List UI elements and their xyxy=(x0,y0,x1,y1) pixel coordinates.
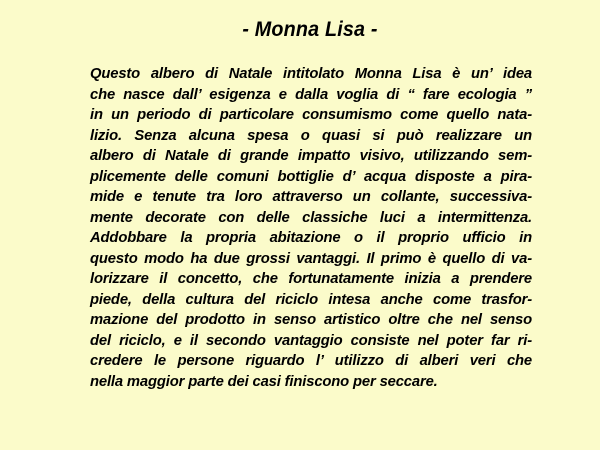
paragraph-line-15: credere le persone riguardo l’ utilizzo di alberi veri che xyxy=(90,353,532,369)
paragraph-line-12: piede, della cultura del riciclo intesa anche come trasfor- xyxy=(90,291,532,308)
body-paragraph xyxy=(90,64,532,392)
paragraph-line-5: albero di Natale di grande impatto visivo, utilizzando sem- xyxy=(90,148,532,164)
paragraph-line-10: questo modo ha due grossi vantaggi. Il primo è quello di va- xyxy=(90,250,532,267)
paragraph-line-1: Questo albero di Natale intitolato Monna Lisa è un’ idea xyxy=(90,66,532,82)
page-title: - Monna Lisa - xyxy=(242,18,378,41)
paragraph-line-7: mide e tenute tra loro attraverso un collante, successiva- xyxy=(90,189,532,205)
paragraph-line-14: del riciclo, e il secondo vantaggio consiste nel poter far ri- xyxy=(90,332,532,349)
paragraph-line-2: che nasce dall’ esigenza e dalla voglia di “ fare ecologia ” xyxy=(90,86,532,103)
paragraph-line-13: mazione del prodotto in senso artistico oltre che nel senso xyxy=(90,312,532,328)
paragraph-line-8: mente decorate con delle classiche luci a intermittenza. xyxy=(90,209,532,226)
paragraph-line-4: lizio. Senza alcuna spesa o quasi si può realizzare un xyxy=(90,127,532,144)
paragraph-line-6: plicemente delle comuni bottiglie d’ acqua disposte a pira- xyxy=(90,168,532,185)
paragraph-line-3: in un periodo di particolare consumismo come quello nata- xyxy=(90,107,532,123)
paragraph-line-9: Addobbare la propria abitazione o il proprio ufficio in xyxy=(90,230,532,246)
paragraph-line-11: lorizzare il concetto, che fortunatamente inizia a prendere xyxy=(90,271,532,287)
paragraph-line-16: nella maggior parte dei casi finiscono per seccare. xyxy=(90,373,438,390)
